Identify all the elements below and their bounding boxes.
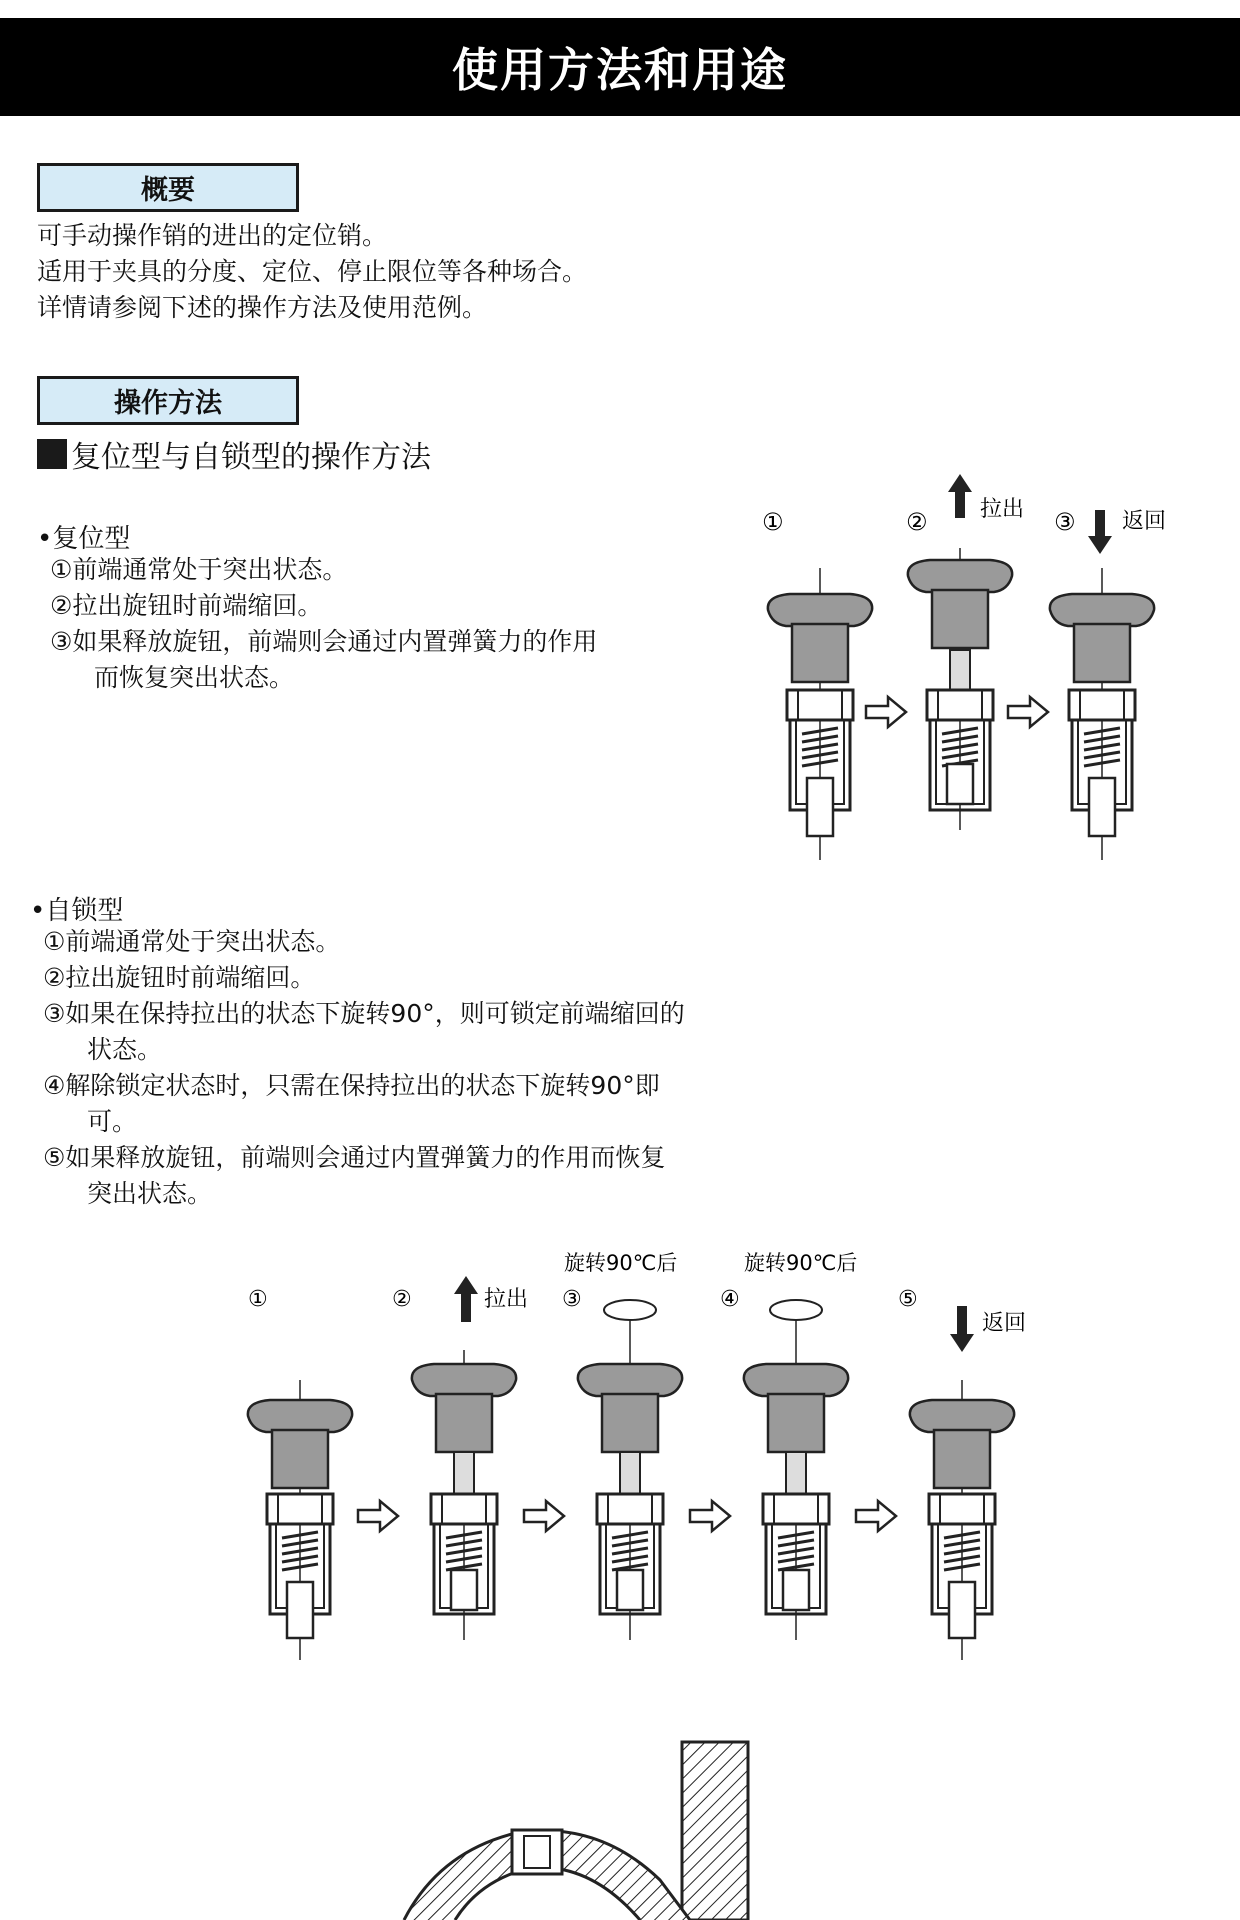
- step-line: ②拉出旋钮时前端缩回。: [50, 591, 323, 620]
- up-arrow-icon: [948, 474, 972, 518]
- step-number-label: ⑤: [898, 1287, 918, 1312]
- overview-line: 详情请参阅下述的操作方法及使用范例。: [37, 293, 488, 322]
- step-number-label: ②: [906, 508, 928, 536]
- step-line: 可。: [87, 1107, 138, 1136]
- step-line: ④解除锁定状态时，只需在保持拉出的状态下旋转90°即: [43, 1071, 660, 1100]
- rotate-arrow-icon: [770, 1300, 822, 1320]
- step-line: ①前端通常处于突出状态。: [43, 927, 341, 956]
- step-line: ②拉出旋钮时前端缩回。: [43, 963, 316, 992]
- step-number-label: ②: [392, 1287, 412, 1312]
- pin-diagram-2: [412, 1350, 516, 1640]
- pin-diagram-1: [248, 1380, 352, 1660]
- pin-diagram-5: [910, 1380, 1014, 1660]
- step-line: 状态。: [87, 1035, 163, 1064]
- step-line: 突出状态。: [87, 1179, 213, 1208]
- right-arrow-icon: [1008, 697, 1048, 727]
- step-line: ⑤如果释放旋钮，前端则会通过内置弹簧力的作用而恢复: [43, 1143, 666, 1172]
- reset-type-title: •复位型: [37, 524, 131, 554]
- up-arrow-icon: [454, 1276, 478, 1322]
- pin-diagram-2: [908, 548, 1012, 830]
- pull-label: 拉出: [484, 1287, 529, 1312]
- rotate-label: 旋转90℃后: [564, 1251, 678, 1275]
- right-arrow-icon: [690, 1501, 730, 1531]
- step-number-label: ①: [248, 1287, 268, 1312]
- right-arrow-icon: [856, 1501, 896, 1531]
- rotate-arrow-icon: [604, 1300, 656, 1320]
- pin-diagram-3: [1050, 568, 1154, 860]
- step-line: 而恢复突出状态。: [94, 663, 295, 692]
- overview-line: 适用于夹具的分度、定位、停止限位等各种场合。: [37, 257, 588, 286]
- step-number-label: ①: [762, 508, 784, 536]
- step-number-label: ③: [562, 1287, 582, 1312]
- operation-subheading-text: 复位型与自锁型的操作方法: [71, 440, 431, 475]
- right-arrow-icon: [866, 697, 906, 727]
- application-example-figure: [404, 1742, 748, 1920]
- overview-line: 可手动操作销的进出的定位销。: [37, 221, 388, 250]
- return-label: 返回: [1122, 509, 1167, 534]
- down-arrow-icon: [1088, 510, 1112, 554]
- step-line: ③如果释放旋钮，前端则会通过内置弹簧力的作用: [50, 627, 598, 656]
- pull-label: 拉出: [980, 497, 1025, 522]
- return-label: 返回: [982, 1311, 1027, 1336]
- right-arrow-icon: [524, 1501, 564, 1531]
- step-line: ①前端通常处于突出状态。: [50, 555, 348, 584]
- step-line: ③如果在保持拉出的状态下旋转90°，则可锁定前端缩回的: [43, 999, 685, 1028]
- pin-diagram-1: [768, 568, 872, 860]
- step-number-label: ④: [720, 1287, 740, 1312]
- pin-diagram-3: [578, 1320, 682, 1640]
- self-lock-type-figure: [248, 1251, 1026, 1660]
- down-arrow-icon: [950, 1306, 974, 1352]
- step-number-label: ③: [1054, 508, 1076, 536]
- self-lock-type-title: •自锁型: [30, 896, 124, 926]
- pin-diagram-4: [744, 1320, 848, 1640]
- right-arrow-icon: [358, 1501, 398, 1531]
- rotate-label: 旋转90℃后: [744, 1251, 858, 1275]
- reset-type-figure: [762, 474, 1166, 860]
- operation-label-text: 操作方法: [114, 388, 222, 419]
- overview-label-text: 概要: [141, 175, 195, 206]
- page-title: 使用方法和用途: [452, 43, 788, 97]
